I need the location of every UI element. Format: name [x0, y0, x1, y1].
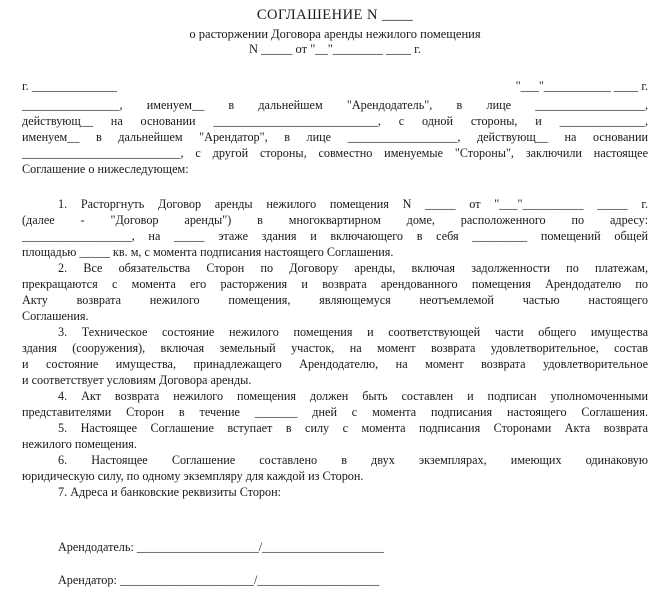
- preamble-line: именуем__ в дальнейшем "Арендатор", в лице __________________, действующ__ на основании: [22, 130, 648, 144]
- clause-line: представителями Сторон в течение _______ дней с момента подписания настоящего Соглашения.: [22, 405, 648, 419]
- clause-line: 5. Настоящее Соглашение вступает в силу с момента подписания Сторонами Акта возврата: [58, 421, 648, 435]
- preamble-line: ________________, именуем__ в дальнейшем "Арендодатель", в лице __________________,: [22, 98, 648, 112]
- clause-line: и соответствует условиям Договора аренды.: [22, 373, 252, 387]
- preamble-line: действующ__ на основании ___________________________, с одной стороны, и ______________,: [22, 114, 648, 128]
- preamble-line: Соглашение о нижеследующем:: [22, 162, 189, 176]
- clause-line: нежилого помещения.: [22, 437, 137, 451]
- preamble-line: __________________________, с другой стороны, совместно именуемые "Стороны", заключили настоящее: [22, 146, 648, 160]
- clause-line: Соглашения.: [22, 309, 89, 323]
- clause-line: площадью _____ кв. м, с момента подписания настоящего Соглашения.: [22, 245, 394, 259]
- clause-line: (далее - "Договор аренды") в многоквартирном доме, расположенного по адресу:: [22, 213, 648, 227]
- landlord-signature: Арендодатель: ____________________/____________________: [58, 540, 385, 554]
- clause-line: и состояние имущества, принадлежащего Арендодателю, на момент возврата удовлетворительное: [22, 357, 648, 371]
- clause-line: 7. Адреса и банковские реквизиты Сторон:: [58, 485, 282, 499]
- clause-line: 3. Техническое состояние нежилого помещения и соответствующей части общего имущества: [58, 325, 648, 339]
- clause-line: юридическую силу, по одному экземпляру для каждой из Сторон.: [22, 469, 364, 483]
- clause-line: 4. Акт возврата нежилого помещения должен быть составлен и подписан уполномоченными: [58, 389, 648, 403]
- clause-line: 6. Настоящее Соглашение составлено в двух экземплярах, имеющих одинаковую: [58, 453, 648, 467]
- contract-number-line: N _____ от "__"________ ____ г.: [249, 42, 421, 56]
- clause-line: 2. Все обязательства Сторон по Договору аренды, включая задолженности по платежам,: [58, 261, 648, 275]
- clause-line: здания (сооружения), включая земельный участок, на момент возврата удовлетворительное, состав: [22, 341, 648, 355]
- clause-line: 1. Расторгнуть Договор аренды нежилого помещения N _____ от "___"__________ _____ г.: [58, 197, 648, 211]
- document-subtitle: о расторжении Договора аренды нежилого помещения: [189, 27, 481, 41]
- date-field: "___"___________ ____ г.: [515, 79, 648, 93]
- document-title: СОГЛАШЕНИЕ N ____: [256, 7, 414, 23]
- tenant-signature: Арендатор: ______________________/____________________: [58, 573, 380, 587]
- clause-line: Акту возврата нежилого помещения, являющемуся неотъемлемой частью настоящего: [22, 293, 648, 307]
- city-field: г. ______________: [22, 79, 118, 93]
- clause-line: __________________, на _____ этаже здания и включающего в себя _________ помещений общей: [22, 229, 648, 243]
- clause-line: прекращаются с момента его расторжения и возврата арендованного помещения Арендодателю по: [22, 277, 648, 291]
